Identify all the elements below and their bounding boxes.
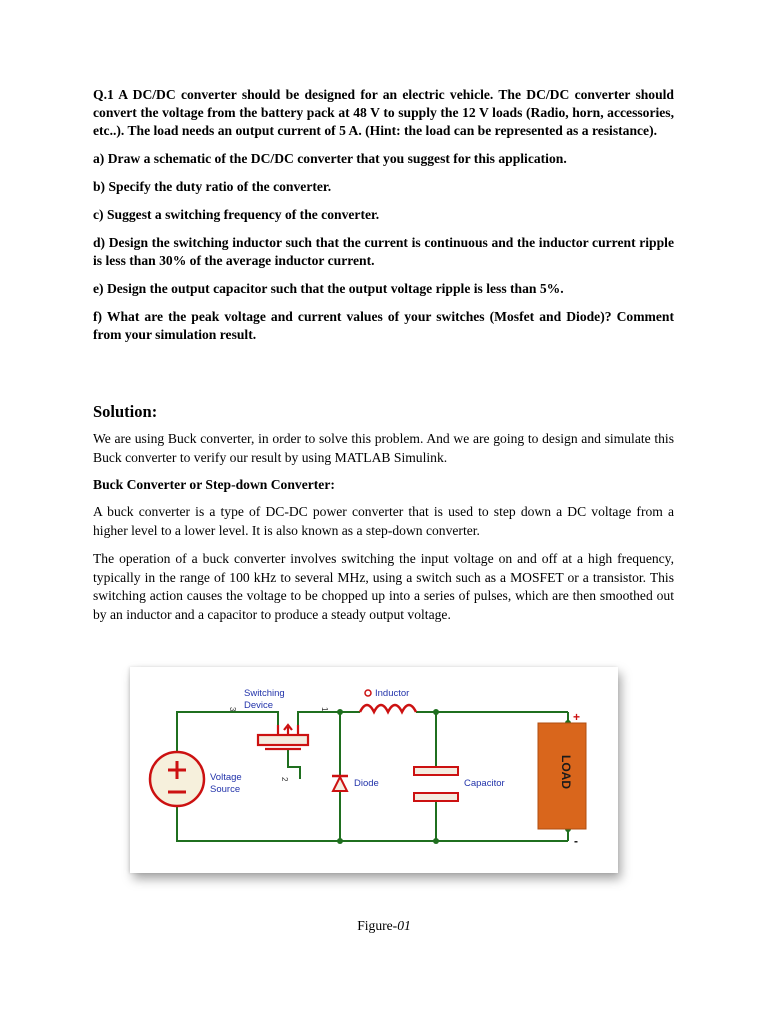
- label-pin-3: 3: [228, 707, 237, 712]
- question-part-c: c) Suggest a switching frequency of the converter.: [93, 207, 380, 222]
- label-pin-2: 2: [280, 777, 289, 782]
- junction-node-3: [337, 838, 343, 844]
- wire-gate: [288, 749, 300, 779]
- voltage-source-symbol: [150, 752, 204, 806]
- wire-top-left: [177, 712, 258, 757]
- wire-switch-to-node: [298, 712, 340, 725]
- capacitor-symbol: [414, 767, 458, 801]
- diode-symbol: [332, 776, 348, 791]
- wire-to-switch-left: [258, 712, 278, 725]
- question-part-f: f) What are the peak voltage and current values of your switches (Mosfet and Diode)? Comment from your simulation result.: [93, 309, 674, 342]
- label-load-minus: -: [574, 834, 578, 848]
- buck-subheading: Buck Converter or Step-down Converter:: [93, 477, 335, 492]
- label-source: Source: [210, 784, 241, 795]
- solution-intro: We are using Buck converter, in order to solve this problem. And we are going to design and simulate this Buck converter to verify our result by using MATLAB Simulink.: [93, 431, 674, 465]
- junction-node-1: [337, 709, 343, 715]
- wire-bottom: [177, 801, 568, 841]
- label-device: Device: [244, 700, 274, 711]
- buck-operation: The operation of a buck converter involves switching the input voltage on and off at a high frequency, typically in the range of 100 kHz to several MHz, using a switch such as a MOSFET or a transistor. This switching action causes the voltage to be chopped up into a series of pulses, which are then smoothed out by an inductor and a capacitor to produce a steady output voltage.: [93, 551, 674, 622]
- question-part-b: b) Specify the duty ratio of the converter.: [93, 179, 332, 194]
- label-load: LOAD: [559, 755, 573, 789]
- label-pin-1: 1: [320, 707, 329, 712]
- document-page: [93, 86, 674, 622]
- question-part-e: e) Design the output capacitor such that the output voltage ripple is less than 5%.: [93, 281, 564, 296]
- question-part-d: d) Design the switching inductor such that the current is continuous and the inductor current ripple is less than 30% of the average inductor current.: [93, 235, 674, 268]
- buck-converter-schematic: [130, 667, 618, 873]
- circuit-figure: [130, 667, 618, 873]
- mosfet-switch-symbol: [258, 725, 308, 749]
- label-diode: Diode: [354, 778, 379, 789]
- buck-definition: A buck converter is a type of DC-DC power converter that is used to step down a DC voltage from a higher level to a lower level. It is also known as a step-down converter.: [93, 504, 674, 538]
- junction-node-2: [433, 709, 439, 715]
- caption-prefix: Figure-: [357, 918, 398, 933]
- junction-node-4: [433, 838, 439, 844]
- solution-section: [93, 430, 674, 634]
- caption-number: 01: [397, 918, 411, 933]
- label-switching: Switching: [244, 688, 285, 699]
- label-inductor: Inductor: [375, 688, 410, 699]
- label-load-plus: +: [573, 710, 581, 724]
- question-intro: Q.1 A DC/DC converter should be designed for an electric vehicle. The DC/DC converter should convert the voltage from the battery pack at 48 V to supply the 12 V loads (Radio, horn, accessories, etc..). The load needs an output current of 5 A. (Hint: the load can be represented as a resistance).: [93, 87, 674, 138]
- label-voltage: Voltage: [210, 772, 242, 783]
- solution-heading: Solution:: [93, 402, 158, 421]
- figure-caption: [0, 918, 768, 934]
- question-part-a: a) Draw a schematic of the DC/DC converter that you suggest for this application.: [93, 151, 567, 166]
- label-capacitor: Capacitor: [464, 778, 505, 789]
